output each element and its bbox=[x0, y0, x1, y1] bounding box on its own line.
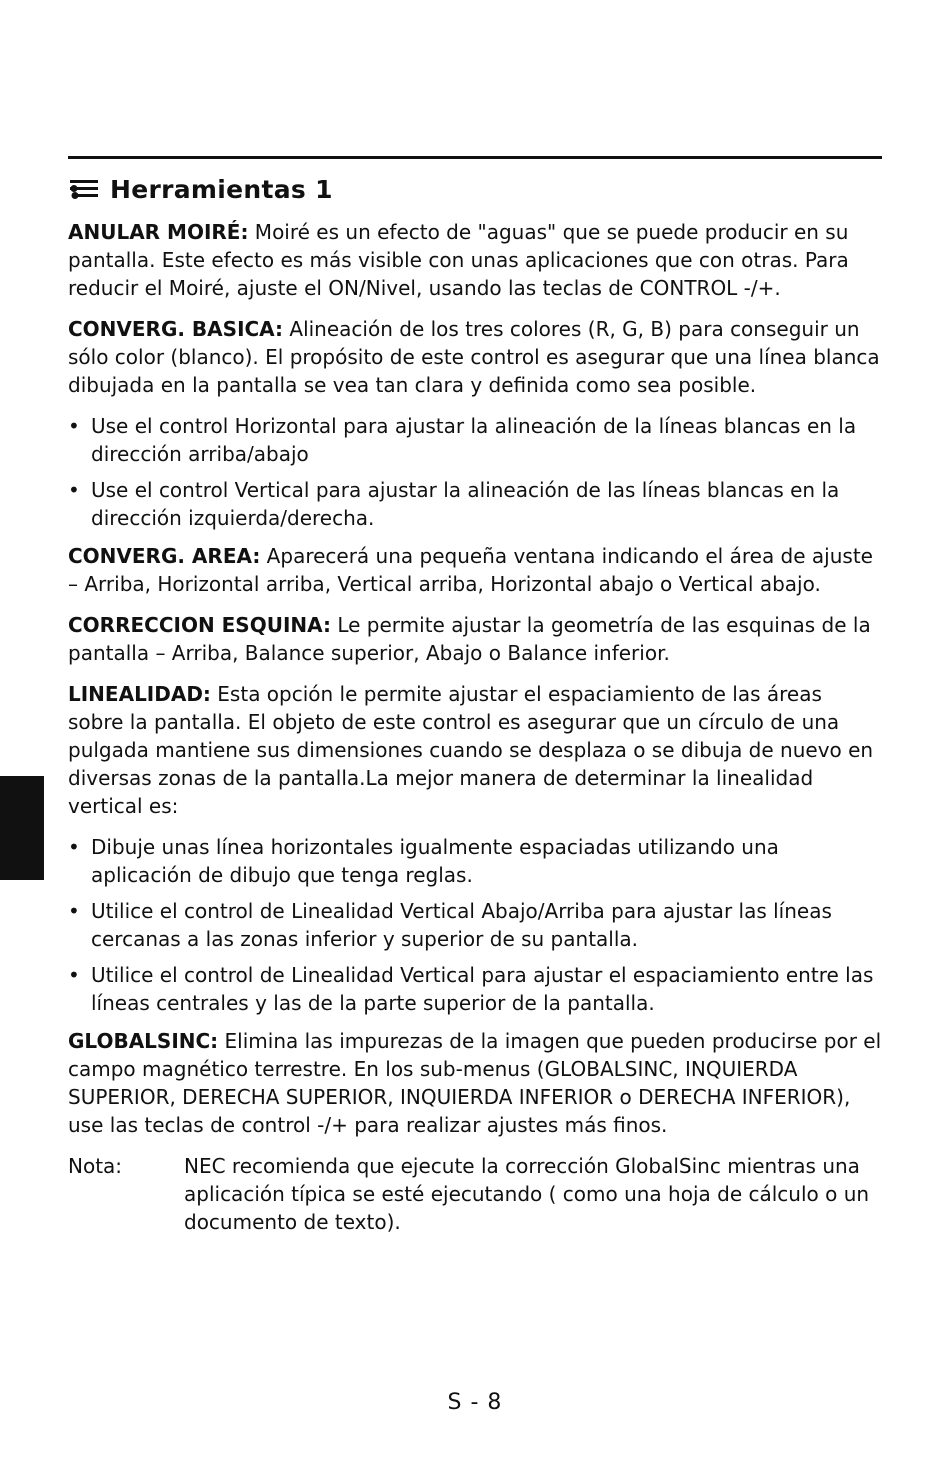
list-item-text: Use el control Vertical para ajustar la alineación de las líneas blancas en la dirección izquierda/derecha. bbox=[91, 478, 840, 530]
term-label: ANULAR MOIRÉ: bbox=[68, 220, 249, 244]
paragraph-globalsinc bbox=[68, 1027, 882, 1139]
bullet-glyph: • bbox=[68, 478, 80, 502]
bullet-glyph: • bbox=[68, 835, 80, 859]
list-item-text: Utilice el control de Linealidad Vertical Abajo/Arriba para ajustar las líneas cercanas a las zonas inferior y superior de su pantalla. bbox=[91, 899, 832, 951]
list-item bbox=[68, 961, 882, 1017]
page-number: S - 8 bbox=[447, 1390, 503, 1415]
term-label: GLOBALSINC: bbox=[68, 1029, 219, 1053]
paragraph-text: Alineación de los tres colores (R, G, B) para conseguir un sólo color (blanco). El propósito de este control es asegurar que una línea blanca dibujada en la pantalla se vea tan clara y definida como sea posible. bbox=[68, 317, 880, 397]
list-item bbox=[68, 833, 882, 889]
term-label: CORRECCION ESQUINA: bbox=[68, 613, 331, 637]
paragraph-text: Moiré es un efecto de "aguas" que se puede producir en su pantalla. Este efecto es más visible con unas aplicaciones que con otras. Para reducir el Moiré, ajuste el ON/Nivel, usando las teclas de CONTROL -/+. bbox=[68, 220, 849, 300]
section-title bbox=[68, 170, 882, 208]
paragraph-converg-basica bbox=[68, 315, 882, 399]
note-text: NEC recomienda que ejecute la corrección GlobalSinc mientras una aplicación típica se esté ejecutando ( como una hoja de cálculo o un documento de texto). bbox=[184, 1154, 870, 1234]
paragraph-text: Aparecerá una pequeña ventana indicando el área de ajuste – Arriba, Horizontal arriba, Vertical arriba, Horizontal abajo o Vertical abajo. bbox=[68, 544, 873, 596]
paragraph-anular-moire bbox=[68, 218, 882, 302]
paragraph-correccion-esquina bbox=[68, 611, 882, 667]
list-item-text: Dibuje unas línea horizontales igualmente espaciadas utilizando una aplicación de dibujo que tenga reglas. bbox=[91, 835, 779, 887]
list-item bbox=[68, 476, 882, 532]
converg-bullet-list bbox=[68, 412, 882, 532]
bullet-glyph: • bbox=[68, 963, 80, 987]
section-title-text: Herramientas 1 bbox=[110, 174, 333, 204]
paragraph-linealidad bbox=[68, 680, 882, 820]
bullet-glyph: • bbox=[68, 899, 80, 923]
paragraph-text: Elimina las impurezas de la imagen que pueden producirse por el campo magnético terrestre. En los sub-menus (GLOBALSINC, INQUIERDA SUPERIOR, DERECHA SUPERIOR, INQUIERDA INFERIOR o DERECHA INFERIOR), use las teclas de control -/+ para realizar ajustes más finos. bbox=[68, 1029, 882, 1137]
paragraph-converg-area bbox=[68, 542, 882, 598]
term-label: LINEALIDAD: bbox=[68, 682, 211, 706]
list-item-text: Utilice el control de Linealidad Vertical para ajustar el espaciamiento entre las líneas centrales y las de la parte superior de la pantalla. bbox=[91, 963, 874, 1015]
paragraph-text: Esta opción le permite ajustar el espaciamiento de las áreas sobre la pantalla. El objeto de este control es asegurar que un círculo de una pulgada mantiene sus dimensiones cuando se desplaza o se dibuja de nuevo en diversas zonas de la pantalla.La mejor manera de determinar la linealidad vertical es: bbox=[68, 682, 874, 818]
note bbox=[68, 1152, 882, 1236]
side-tab-marker bbox=[0, 776, 44, 880]
paragraph-text: Le permite ajustar la geometría de las esquinas de la pantalla – Arriba, Balance superior, Abajo o Balance inferior. bbox=[68, 613, 871, 665]
bullet-glyph: • bbox=[68, 414, 80, 438]
tools-icon bbox=[68, 177, 100, 201]
page-content bbox=[68, 170, 882, 1236]
top-rule bbox=[68, 156, 882, 159]
linealidad-bullet-list bbox=[68, 833, 882, 1017]
list-item-text: Use el control Horizontal para ajustar la alineación de la líneas blancas en la dirección arriba/abajo bbox=[91, 414, 857, 466]
note-label: Nota: bbox=[68, 1154, 123, 1178]
list-item bbox=[68, 897, 882, 953]
term-label: CONVERG. AREA: bbox=[68, 544, 261, 568]
list-item bbox=[68, 412, 882, 468]
term-label: CONVERG. BASICA: bbox=[68, 317, 284, 341]
